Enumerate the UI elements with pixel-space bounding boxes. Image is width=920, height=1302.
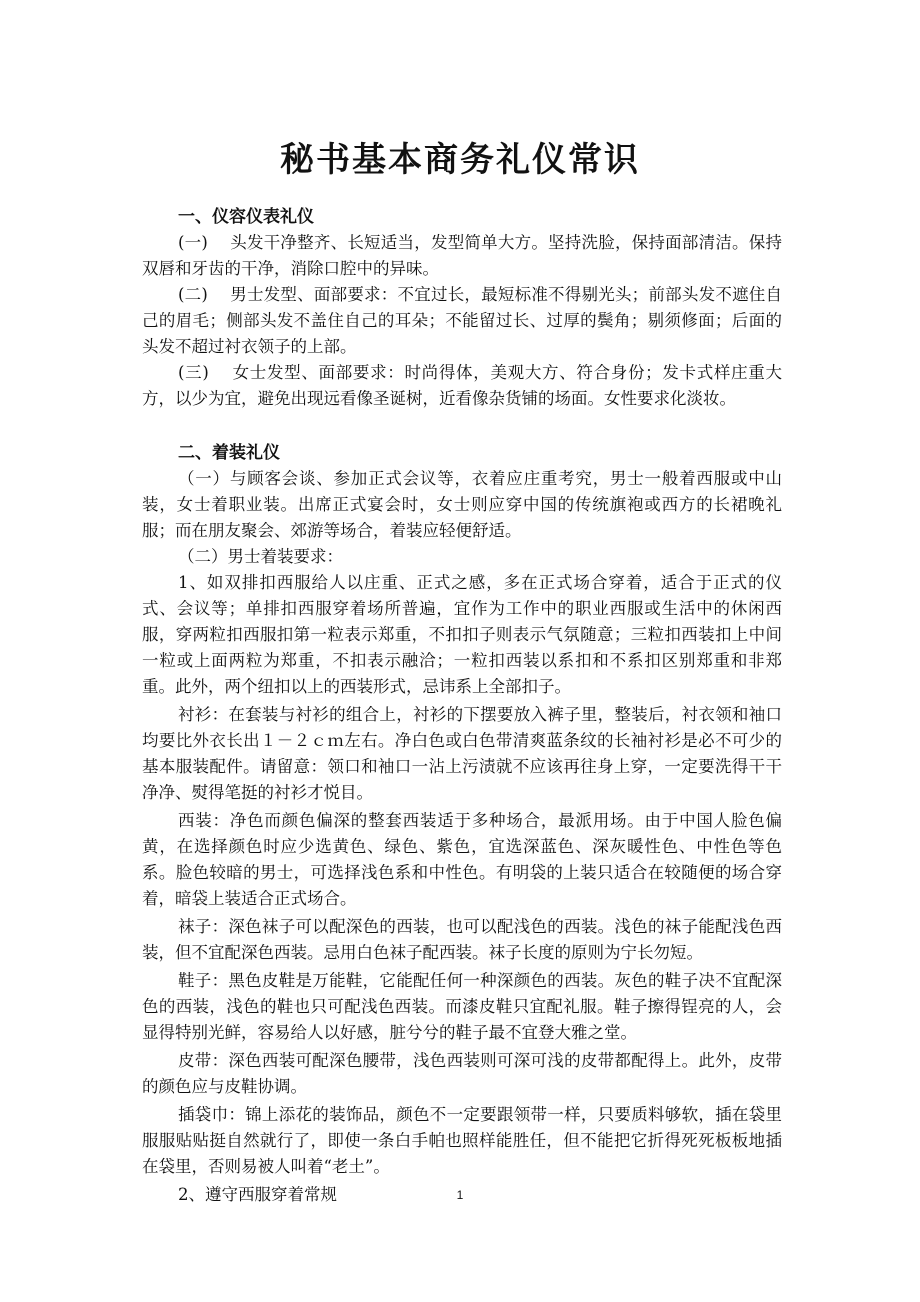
section-heading: 一、仪容仪表礼仪 xyxy=(178,207,314,227)
paragraph: (二) 男士发型、面部要求：不宜过长，最短标准不得剔光头；前部头发不遮住自己的眉毛；侧部头发不盖住自己的耳朵；不能留过长、过厚的鬓角；剔须修面；后面的头发不超过衬衣领子的上部。 xyxy=(142,285,782,356)
paragraph: 鞋子：黑色皮鞋是万能鞋，它能配任何一种深颜色的西装。灰色的鞋子决不宜配深色的西装，浅色的鞋也只可配浅色西装。而漆皮鞋只宜配礼服。鞋子擦得锃亮的人，会显得特别光鲜，容易给人以好感，脏兮兮的鞋子最不宜登大雅之堂。 xyxy=(142,971,782,1042)
paragraph: 1、如双排扣西服给人以庄重、正式之感，多在正式场合穿着，适合于正式的仪式、会议等；单排扣西服穿着场所普遍，宜作为工作中的职业西服或生活中的休闲西服，穿两粒扣西服扣第一粒表示郑重，不扣扣子则表示气氛随意；三粒扣西装扣上中间一粒或上面两粒为郑重，不扣表示融洽；一粒扣西装以系扣和不系扣区别郑重和非郑重。此外，两个纽扣以上的西装形式，忌讳系上全部扣子。 xyxy=(142,573,782,696)
paragraph: (一) 头发干净整齐、长短适当，发型简单大方。坚持洗脸，保持面部清洁。保持双唇和牙齿的干净，消除口腔中的异味。 xyxy=(142,233,782,278)
document-body xyxy=(142,204,782,1208)
paragraph: (三) 女士发型、面部要求：时尚得体，美观大方、符合身份；发卡式样庄重大方，以少为宜，避免出现远看像圣诞树，近看像杂货铺的场面。女性要求化淡妆。 xyxy=(142,363,782,408)
paragraph: （二）男士着装要求： xyxy=(178,547,343,566)
paragraph: 袜子：深色袜子可以配深色的西装，也可以配浅色的西装。浅色的袜子能配浅色西装，但不宜配深色西装。忌用白色袜子配西装。袜子长度的原则为宁长勿短。 xyxy=(142,917,782,962)
paragraph: 衬衫：在套装与衬衫的组合上，衬衫的下摆要放入裤子里，整装后，衬衣领和袖口均要比外衣长出１－２ｃｍ左右。净白色或白色带清爽蓝条纹的长袖衬衫是必不可少的基本服装配件。请留意：领口和袖口一沾上污渍就不应该再往身上穿，一定要洗得干干净净、熨得笔挺的衬衫才悦目。 xyxy=(142,705,782,802)
paragraph: 西装：净色而颜色偏深的整套西装适于多种场合，最派用场。由于中国人脸色偏黄，在选择颜色时应少选黄色、绿色、紫色，宜选深蓝色、深灰暖性色、中性色等色系。脸色较暗的男士，可选择浅色系和中性色。有明袋的上装只适合在较随便的场合穿着，暗袋上装适合正式场合。 xyxy=(142,811,782,908)
page-title: 秘书基本商务礼仪常识 xyxy=(280,140,640,180)
paragraph: 插袋巾：锦上添花的装饰品，颜色不一定要跟领带一样，只要质料够软，插在袋里服服贴贴挺自然就行了，即使一条白手帕也照样能胜任，但不能把它折得死死板板地插在袋里，否则易被人叫着“老土”。 xyxy=(142,1105,782,1176)
paragraph: 皮带：深色西装可配深色腰带，浅色西装则可深可浅的皮带都配得上。此外，皮带的颜色应与皮鞋协调。 xyxy=(142,1051,782,1096)
paragraph: （一）与顾客会谈、参加正式会议等，衣着应庄重考究，男士一般着西服或中山装，女士着职业装。出席正式宴会时，女士则应穿中国的传统旗袍或西方的长裙晚礼服；而在朋友聚会、郊游等场合，着装应轻便舒适。 xyxy=(142,469,782,540)
page-number: 1 xyxy=(456,1188,464,1202)
section-heading: 二、着装礼仪 xyxy=(178,443,280,463)
paragraph: 2、遵守西服穿着常规 xyxy=(178,1185,337,1204)
